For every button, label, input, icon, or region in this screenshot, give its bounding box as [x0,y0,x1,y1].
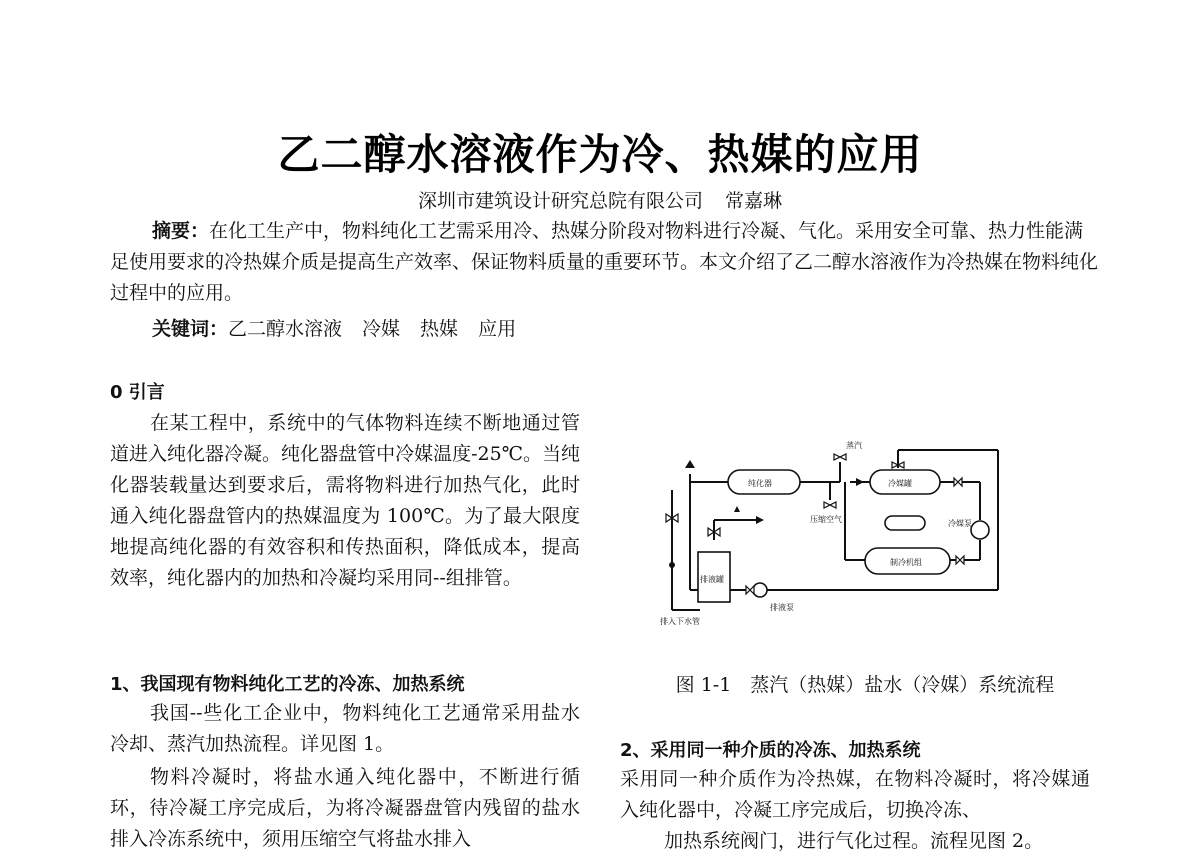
author-name: 常嘉琳 [725,190,783,212]
arrow-icon [734,506,740,512]
keywords-label: 关键词： [152,318,229,340]
keyword: 应用 [478,318,517,340]
keyword: 冷媒 [362,318,401,340]
arrow-icon [856,478,864,486]
label-drain-pump: 排液泵 [770,603,794,612]
label-refrigerator: 制冷机组 [890,558,922,567]
abstract-text: 在化工生产中，物料纯化工艺需采用冷、热媒分阶段对物料进行冷凝、气化。采用安全可靠、热力性能满足使用要求的冷热媒介质是提高生产效率、保证物料质量的重要环节。本文介绍了乙二醇水溶液作为冷热媒在物料纯化过程中的应用。 [110,220,1099,304]
valve-icon [746,586,754,594]
unit-dome [885,516,925,530]
keyword: 热媒 [420,318,459,340]
section-1-heading: 1、我国现有物料纯化工艺的冷冻、加热系统 [110,674,465,695]
section-0-paragraph: 在某工程中，系统中的气体物料连续不断地通过管道进入纯化器冷凝。纯化器盘管中冷媒温度-25℃。当纯化器装载量达到要求后，需将物料进行加热气化，此时通入纯化器盘管内的热媒温度为 100℃。为了最大限度地提高纯化器的有效容积和传热面积，降低成本，提高效率，纯化器内的加热和冷凝均采用同--组排管。 [110,412,580,589]
drain-pump-symbol [753,583,767,597]
section-1-paragraph-2: 物料冷凝时，将盐水通入纯化器中，不断进行循环，待冷凝工序完成后，为将冷凝器盘管内残留的盐水排入冷冻系统中，须用压缩空气将盐水排入 [110,766,580,850]
label-drain-tank: 排液罐 [700,575,724,584]
section-2-paragraph-2: 加热系统阀门，进行气化过程。流程见图 2。 [664,830,1044,852]
paper-title: 乙二醇水溶液作为冷、热媒的应用 [277,130,923,179]
process-flow-diagram [660,440,1000,630]
vent-arrow-icon [685,460,695,468]
valve-icon [956,556,964,564]
valve-icon [954,478,962,486]
section-1-paragraph-1: 我国--些化工企业中，物料纯化工艺通常采用盐水冷却、蒸汽加热流程。详见图 1。 [110,702,580,755]
label-purifier: 纯化器 [748,479,772,488]
section-2-heading: 2、采用同一种介质的冷冻、加热系统 [620,740,921,761]
label-cold-tank: 冷媒罐 [888,479,912,488]
section-2-paragraph-1: 采用同一种介质作为冷热媒，在物料冷凝时，将冷媒通入纯化器中，冷凝工序完成后，切换冷冻、 [620,768,1090,821]
abstract-label: 摘要： [152,220,210,242]
label-steam: 蒸汽 [846,441,862,450]
valve-icon [834,454,846,460]
cold-pump-symbol [971,521,989,539]
section-0-heading: 0 引言 [110,382,165,403]
keyword: 乙二醇水溶液 [228,318,343,340]
arrow-icon [756,516,764,524]
keywords [152,314,536,345]
label-compressed-air: 压缩空气 [810,515,842,524]
author-organization: 深圳市建筑设计研究总院有限公司 [417,190,703,212]
junction-icon [669,562,675,568]
label-cold-pump: 冷媒泵 [948,519,972,528]
valve-icon [824,502,836,508]
label-drain-pipe: 排入下水管 [660,617,700,626]
figure-caption: 图 1-1 蒸汽（热媒）盐水（冷媒）系统流程 [675,674,1055,696]
abstract [110,216,1100,309]
author-line [0,186,1200,213]
